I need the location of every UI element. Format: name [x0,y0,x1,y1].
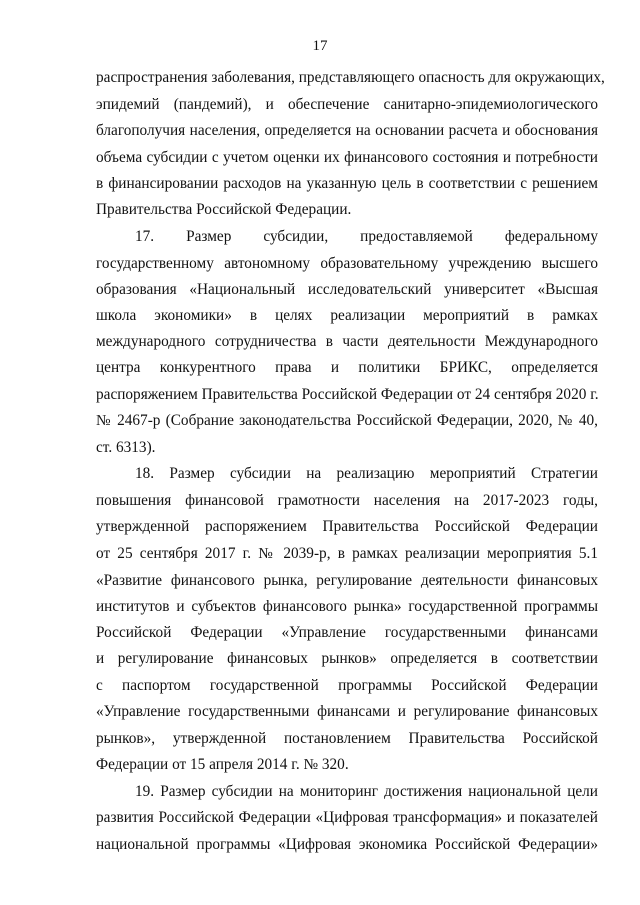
text-line: ст. 6313). [96,439,156,456]
text-line: повышения финансовой грамотности населения на 2017-2023 годы, [96,492,598,509]
text-line: с паспортом государственной программы Российской Федерации [96,677,598,694]
text-line: рынков», утвержденной постановлением Правительства Российской [96,730,598,747]
text-line: Правительства Российской Федерации. [96,201,352,218]
text-line: международного сотрудничества в части деятельности Международного [96,333,598,350]
text-line: государственному автономному образовательному учреждению высшего [96,255,598,272]
paragraph-18-start: 18. Размер субсидии на реализацию мероприятий Стратегии [135,465,598,482]
text-line: центра конкурентного права и политики БРИКС, определяется [96,359,598,376]
text-line: утвержденной распоряжением Правительства Российской Федерации [96,518,598,535]
text-line: от 25 сентября 2017 г. № 2039-р, в рамках реализации мероприятия 5.1 [96,545,598,562]
paragraph-17-start: 17. Размер субсидии, предоставляемой федеральному [135,228,598,245]
paragraph-19-start: 19. Размер субсидии на мониторинг достижения национальной цели [135,783,598,800]
text-line: институтов и субъектов финансового рынка» государственной программы [96,598,598,615]
text-line: распространения заболевания, представляющего опасность для окружающих, [96,69,605,86]
text-line: № 2467-р (Собрание законодательства Российской Федерации, 2020, № 40, [96,412,598,429]
text-line: эпидемий (пандемий), и обеспечение санитарно-эпидемиологического [96,96,598,113]
text-line: развития Российской Федерации «Цифровая трансформация» и показателей [96,809,598,826]
text-line: распоряжением Правительства Российской Федерации от 24 сентября 2020 г. [96,386,599,403]
text-line: Российской Федерации «Управление государственными финансами [96,624,598,641]
text-line: «Развитие финансового рынка, регулирование деятельности финансовых [96,572,598,589]
page-number: 17 [312,38,328,54]
text-line: образования «Национальный исследовательский университет «Высшая [96,281,598,298]
text-line: объема субсидии с учетом оценки их финансового состояния и потребности [96,149,598,166]
text-line: Федерации от 15 апреля 2014 г. № 320. [96,756,349,773]
text-line: благополучия населения, определяется на основании расчета и обоснования [96,122,598,139]
text-line: и регулирование финансовых рынков» определяется в соответствии [96,650,598,667]
text-line: в финансировании расходов на указанную цель в соответствии с решением [96,175,598,192]
text-line: школа экономики» в целях реализации мероприятий в рамках [96,307,598,324]
text-line: национальной программы «Цифровая экономика Российской Федерации» [96,836,598,853]
text-line: «Управление государственными финансами и регулирование финансовых [96,703,598,720]
